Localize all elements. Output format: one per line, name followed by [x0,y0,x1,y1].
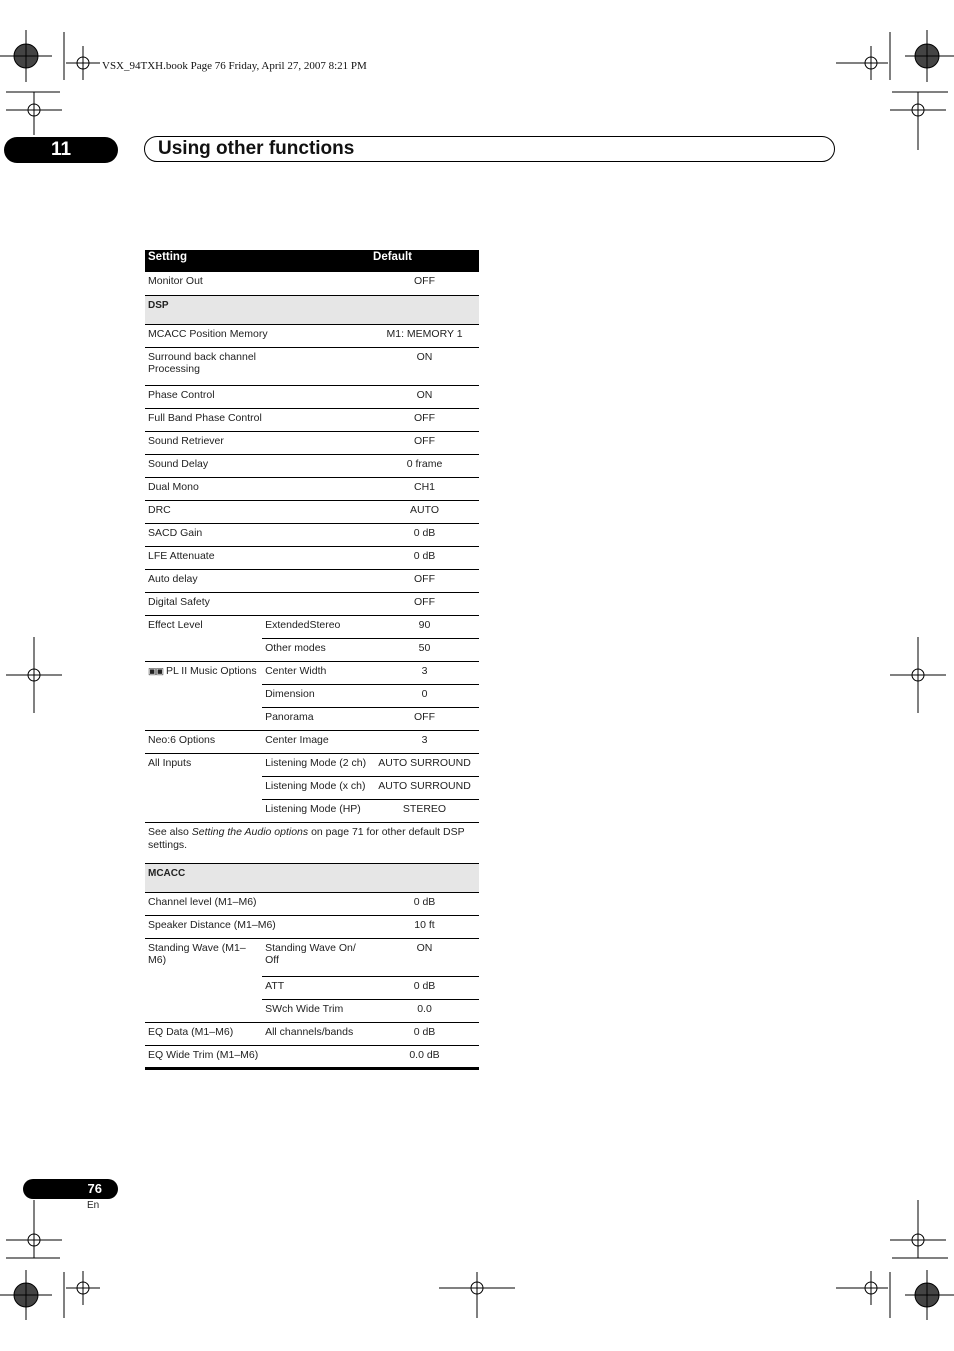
table-row: Effect Level ExtendedStereo 90 [145,615,479,638]
table-row: SACD Gain 0 dB [145,523,479,546]
table-row: Monitor Out OFF [145,272,479,295]
col-default: Default [370,250,479,272]
table-row: Listening Mode (x ch) AUTO SURROUND [145,776,479,799]
table-row: Auto delay OFF [145,569,479,592]
table-row: LFE Attenuate 0 dB [145,546,479,569]
section-mcacc: MCACC [145,863,479,892]
table-row: Digital Safety OFF [145,592,479,615]
table-row: EQ Data (M1–M6) All channels/bands 0 dB [145,1022,479,1045]
table-note: See also Setting the Audio options on page 71 for other default DSP settings. [145,822,479,863]
table-row: Sound Delay 0 frame [145,454,479,477]
table-row: Surround back channel Processing ON [145,347,479,385]
col-setting: Setting [145,250,370,272]
table-row: Full Band Phase Control OFF [145,408,479,431]
table-row: EQ Wide Trim (M1–M6) 0.0 dB [145,1045,479,1068]
table-row: All Inputs Listening Mode (2 ch) AUTO SURROUND [145,753,479,776]
chapter-title: Using other functions [158,138,355,159]
file-info: VSX_94TXH.book Page 76 Friday, April 27, 2007 8:21 PM [102,60,367,72]
table-row: Dimension 0 [145,684,479,707]
table-row: Speaker Distance (M1–M6) 10 ft [145,915,479,938]
table-row: Sound Retriever OFF [145,431,479,454]
table-row: ▣▣ PL II Music Options Center Width 3 [145,661,479,684]
table-row: DRC AUTO [145,500,479,523]
table-row: Dual Mono CH1 [145,477,479,500]
dolby-icon: ▣▣ [148,665,164,676]
table-row: Neo:6 Options Center Image 3 [145,730,479,753]
table-row: SWch Wide Trim 0.0 [145,999,479,1022]
table-row: Other modes 50 [145,638,479,661]
page-number: 76 [23,1179,118,1199]
table-row: Channel level (M1–M6) 0 dB [145,892,479,915]
language-label: En [87,1200,100,1211]
table-row: Standing Wave (M1–M6) Standing Wave On/ Off ON [145,938,479,976]
section-dsp: DSP [145,295,479,324]
table-header [145,250,479,272]
table-row: ATT 0 dB [145,976,479,999]
table-row: Phase Control ON [145,385,479,408]
settings-table [145,250,479,1070]
table-row: Panorama OFF [145,707,479,730]
table-row: MCACC Position Memory M1: MEMORY 1 [145,324,479,347]
table-row: Listening Mode (HP) STEREO [145,799,479,822]
chapter-number: 11 [4,137,118,163]
